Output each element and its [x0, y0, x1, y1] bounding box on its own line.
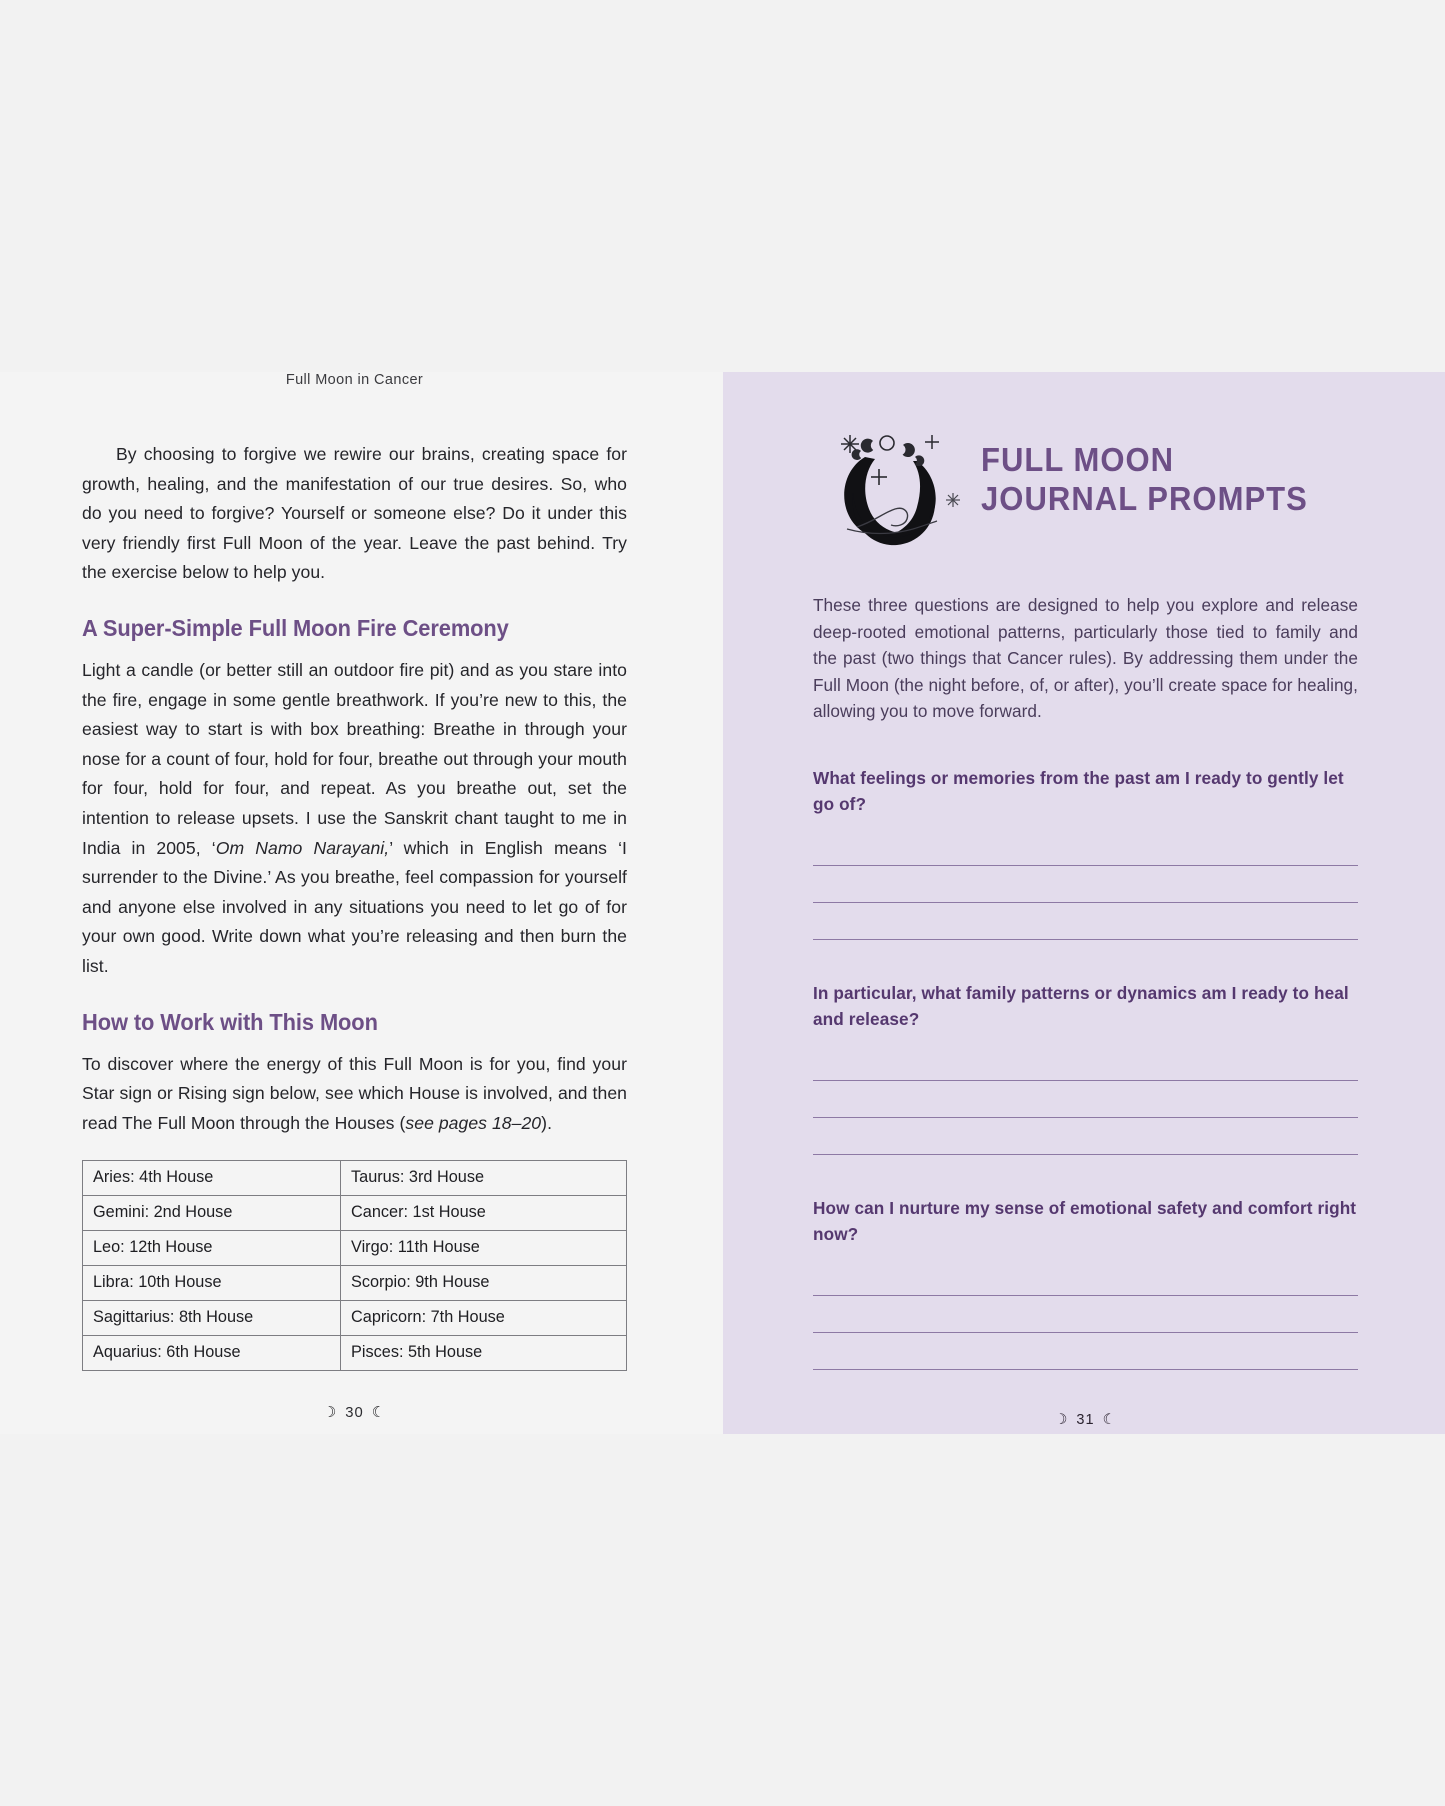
folio-right	[813, 1412, 1358, 1428]
star-sign-house-table	[82, 1160, 627, 1371]
body-paragraph-intro: By choosing to forgive we rewire our brains, creating space for growth, healing, and the manifestation of our true desires. So, who do you need to forgive? Yourself or someone else? Do it under this very friendly first Full Moon of the year. Leave the past behind. Try the exercise below to help you.	[82, 444, 627, 583]
last-quarter-phase-icon	[903, 443, 915, 457]
title-line-1: FULL MOON	[981, 441, 1175, 478]
table-row	[83, 1301, 627, 1336]
writing-line[interactable]	[813, 1118, 1358, 1155]
writing-line[interactable]	[813, 1296, 1358, 1333]
prompt-question: In particular, what family patterns or dynamics am I ready to heal and release?	[813, 982, 1349, 1029]
journal-prompts-intro: These three questions are designed to help you explore and release deep-rooted emotional patterns, particularly those tied to family and the past (two things that Cancer rules). By addressing them under the Full Moon (the night before, of, or after), you’ll create space for healing, allowing you to move forward.	[813, 595, 1358, 721]
prompt-question: How can I nurture my sense of emotional safety and comfort right now?	[813, 1197, 1357, 1244]
section-heading-fire-ceremony: A Super-Simple Full Moon Fire Ceremony	[82, 614, 509, 641]
left-page-content	[82, 372, 627, 1421]
writing-line[interactable]	[813, 1044, 1358, 1081]
table-cell-sign: Cancer: 1st House	[341, 1196, 627, 1231]
right-page	[723, 372, 1445, 1434]
journal-prompt-block	[813, 765, 1358, 940]
table-cell-sign: Leo: 12th House	[83, 1231, 341, 1266]
waxing-crescent-moon-icon: ☾	[371, 1404, 387, 1422]
body-paragraph-work-with-moon	[82, 1050, 627, 1139]
section-heading-work-with-moon: How to Work with This Moon	[82, 1008, 378, 1035]
work-moon-text-before: To discover where the energy of this Full Moon is for you, find your Star sign or Rising sign below, see which House is involved, and then read The Full Moon through the Houses (	[82, 1053, 627, 1133]
folio-left	[82, 1403, 627, 1421]
writing-lines[interactable]	[813, 1259, 1358, 1370]
table-row	[83, 1231, 627, 1266]
writing-lines[interactable]	[813, 829, 1358, 940]
table-cell-sign: Sagittarius: 8th House	[83, 1301, 341, 1336]
table-row	[83, 1266, 627, 1301]
journal-prompts-header	[813, 372, 1358, 554]
page-number: 31	[1076, 1411, 1095, 1428]
work-moon-text-after: ).	[541, 1112, 553, 1133]
title-line-2: JOURNAL PROMPTS	[981, 480, 1308, 517]
plus-star-top-right-icon	[925, 435, 939, 449]
fire-ceremony-text-before: Light a candle (or better still an outdoor fire pit) and as you stare into the fire, engage in some gentle breathwork. If you’re new to this, the easiest way to start is with box breathing: Breathe in through your nose for a count of four, hold for four, breathe out through your mouth for four, hold for four, and repeat. As you breathe out, set the intention to release upsets. I use the Sanskrit chant taught to me in India in 2005, ‘	[82, 659, 627, 858]
journal-prompts-title	[981, 440, 1308, 518]
table-row	[83, 1196, 627, 1231]
table-body	[83, 1161, 627, 1371]
body-paragraph-fire-ceremony	[82, 656, 627, 982]
table-row	[83, 1336, 627, 1371]
small-sparkle-icon	[946, 493, 960, 507]
writing-line[interactable]	[813, 903, 1358, 940]
right-page-content	[813, 372, 1358, 1428]
left-page	[0, 372, 723, 1434]
waning-crescent-phase-icon	[915, 455, 925, 466]
table-cell-sign: Capricorn: 7th House	[341, 1301, 627, 1336]
crescent-left-horn	[844, 457, 909, 539]
writing-line[interactable]	[813, 1259, 1358, 1296]
table-cell-sign: Taurus: 3rd House	[341, 1161, 627, 1196]
moon-phases-svg	[813, 409, 963, 549]
table-cell-sign: Pisces: 5th House	[341, 1336, 627, 1371]
waning-crescent-moon-icon: ☽	[322, 1404, 338, 1422]
waxing-crescent-moon-icon: ☾	[1102, 1411, 1117, 1428]
writing-line[interactable]	[813, 829, 1358, 866]
table-cell-sign: Gemini: 2nd House	[83, 1196, 341, 1231]
writing-line[interactable]	[813, 866, 1358, 903]
waning-crescent-moon-icon: ☽	[1054, 1411, 1069, 1428]
page-number: 30	[345, 1405, 364, 1422]
table-cell-sign: Libra: 10th House	[83, 1266, 341, 1301]
fire-ceremony-text-after: ’ which in English means ‘I surrender to the Divine.’ As you breathe, feel compassion for yourself and anyone else involved in any situations you need to let go of for your own good. Write down what you’re releasing and then burn the list.	[82, 837, 627, 976]
journal-prompt-block	[813, 980, 1358, 1155]
crescent-moon-illustration	[813, 409, 963, 549]
table-row	[83, 1161, 627, 1196]
sanskrit-chant-italic: Om Namo Narayani,	[215, 837, 390, 858]
journal-prompt-block	[813, 1195, 1358, 1370]
table-cell-sign: Virgo: 11th House	[341, 1231, 627, 1266]
table-cell-sign: Aquarius: 6th House	[83, 1336, 341, 1371]
table-cell-sign: Aries: 4th House	[83, 1161, 341, 1196]
running-head: Full Moon in Cancer	[285, 372, 424, 388]
plus-star-center-icon	[871, 469, 887, 485]
first-quarter-phase-icon	[861, 439, 873, 453]
prompt-question: What feelings or memories from the past am I ready to gently let go of?	[813, 767, 1344, 814]
table-cell-sign: Scorpio: 9th House	[341, 1266, 627, 1301]
waxing-crescent-phase-icon	[852, 449, 862, 460]
writing-line[interactable]	[813, 1081, 1358, 1118]
writing-line[interactable]	[813, 1333, 1358, 1370]
full-moon-phase-icon	[880, 436, 894, 450]
page-reference-italic: see pages 18–20	[405, 1112, 542, 1133]
writing-lines[interactable]	[813, 1044, 1358, 1155]
crescent-right-horn	[881, 461, 936, 540]
